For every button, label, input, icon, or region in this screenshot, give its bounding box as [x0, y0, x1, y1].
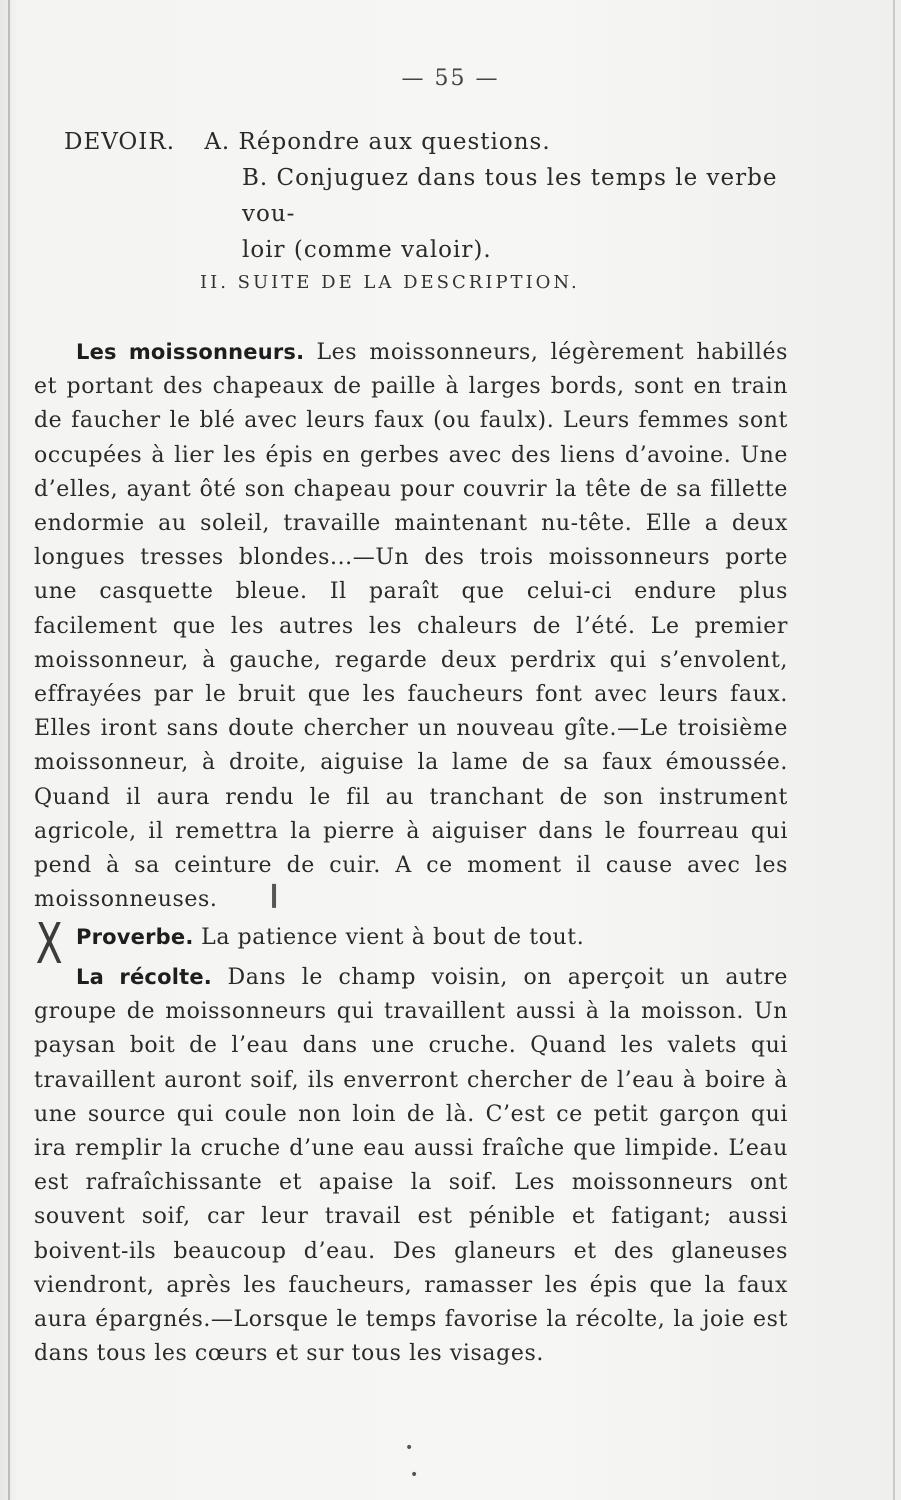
page-number: — 55 — — [401, 66, 500, 91]
page-right-edge — [893, 0, 895, 1500]
paragraph-heading-proverbe: Proverbe. — [76, 925, 194, 949]
paragraph-heading-recolte: La récolte. — [76, 965, 212, 989]
devoir-item-b-line1: B. Conjuguez dans tous les temps le verbe vou- — [242, 165, 778, 227]
devoir-item-b-line2: loir (comme valoir). — [242, 237, 492, 263]
paragraph-text-proverbe: La patience vient à bout de tout. — [193, 925, 585, 950]
devoir-block — [64, 124, 824, 268]
ink-dot-mark-2: • — [410, 1467, 419, 1483]
paragraph-proverbe — [34, 920, 788, 955]
paragraph-moissonneurs — [34, 335, 788, 917]
paragraph-recolte — [34, 960, 788, 1371]
devoir-label: DEVOIR. — [64, 129, 176, 155]
devoir-line-a — [64, 124, 824, 160]
pencil-tick-mark: ❙ — [264, 880, 285, 908]
devoir-line-b — [242, 160, 824, 268]
page-left-edge — [8, 0, 10, 1500]
section-title: II. SUITE DE LA DESCRIPTION. — [200, 272, 580, 293]
margin-x-mark: X — [35, 912, 63, 977]
paragraph-text-moissonneurs: Les moissonneurs, légèrement habillés et portant des chapeaux de paille à larges bords, sont en train de faucher le blé avec leurs faux (ou faulx). Leurs femmes sont occupées à lier les épis en gerbes avec des liens d’avoine. Une d’elles, ayant ôté son chapeau pour couvrir la tête de sa fillette endormie au soleil, travaille maintenant nu-tête. Elle a deux longues tresses blondes...—Un des trois moissonneurs porte une casquette bleue. Il paraît que celui-ci endure plus facilement que les autres les chaleurs de l’été. Le premier moissonneur, à gauche, regarde deux perdrix qui s’envolent, effrayées par le bruit que les faucheurs font avec leurs faux. Elles iront sans doute chercher un nouveau gîte.—Le troisième moissonneur, à droite, aiguise la lame de sa faux émoussée. Quand il aura rendu le fil au tranchant de son instrument agricole, il remettra la pierre à aiguiser dans le fourreau qui pend à sa ceinture de cuir. A ce moment il cause avec les moissonneuses. — [34, 340, 789, 913]
paragraph-text-recolte: Dans le champ voisin, on aperçoit un autre groupe de moissonneurs qui travaillent aussi à la moisson. Un paysan boit de l’eau dans une cruche. Quand les valets qui travaillent auront soif, ils enverront chercher de l’eau à boire à une source qui coule non loin de là. C’est ce petit garçon qui ira remplir la cruche d’une eau aussi fraîche que limpide. L’eau est rafraîchissante et apaise la soif. Les moissonneurs ont souvent soif, car leur travail est pénible et fatigant; aussi boivent-ils beaucoup d’eau. Des glaneurs et des glaneuses viendront, après les faucheurs, ramasser les épis que la faux aura épargnés.—Lorsque le temps favorise la récolte, la joie est dans tous les cœurs et sur tous les visages. — [34, 965, 789, 1367]
paragraph-heading-moissonneurs: Les moissonneurs. — [76, 340, 305, 364]
ink-dot-mark: • — [405, 1440, 414, 1456]
devoir-item-a: A. Répondre aux questions. — [204, 129, 551, 155]
